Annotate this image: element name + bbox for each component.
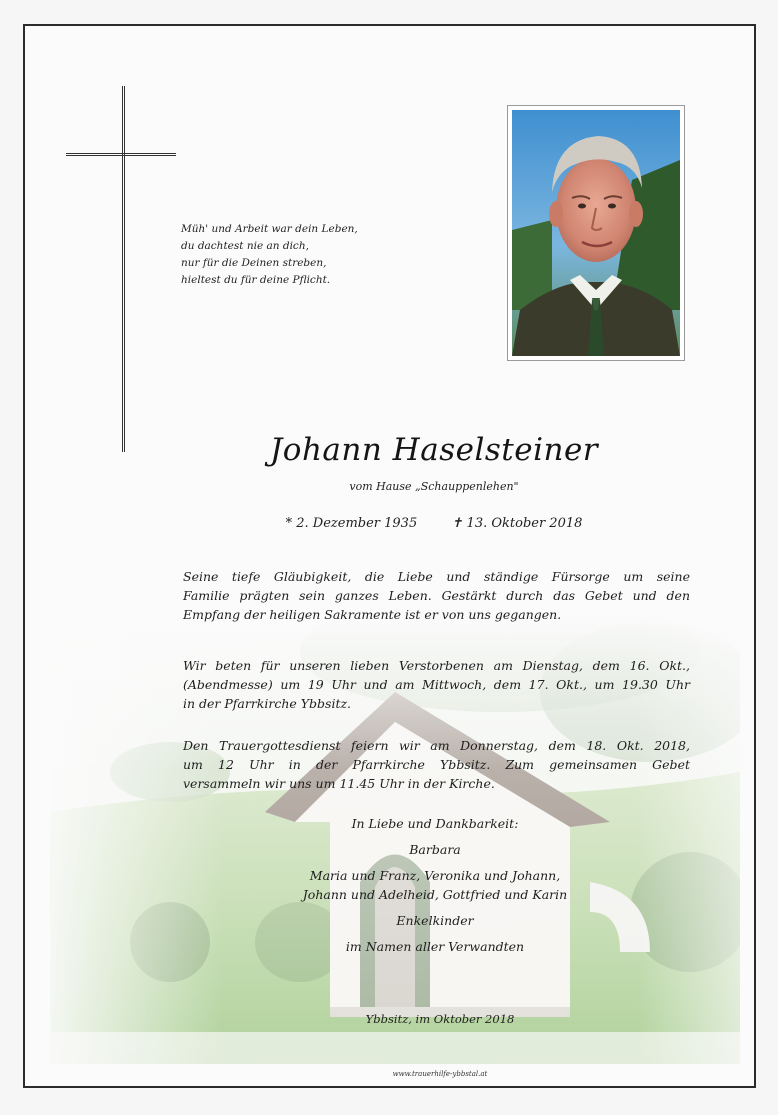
poem [181, 221, 441, 289]
mourner-relatives: im Namen aller Verwandten [345, 939, 525, 954]
poem-line: du dachtest nie an dich, [181, 240, 309, 252]
birth-star-icon: * [285, 516, 293, 531]
paragraph-prayer [183, 656, 690, 713]
paragraph-line: um 12 Uhr in der Pfarrkirche Ybbsitz. Zum gemeinsamen Gebet [183, 757, 690, 772]
mourner-children: Johann und Adelheid, Gottfried und Karin [302, 887, 568, 902]
poem-line: Müh' und Arbeit war dein Leben, [181, 223, 358, 235]
paragraph-line: Empfang der heiligen Sakramente ist er von uns gegangen. [183, 607, 562, 622]
cross-icon-vertical [122, 86, 125, 452]
death-cross-icon: ✝ [451, 516, 463, 531]
house-name: vom Hause „Schauppenlehen" [349, 480, 519, 493]
place-date: Ybbsitz, im Oktober 2018 [365, 1012, 515, 1026]
deceased-name: Johann Haselsteiner [269, 432, 599, 468]
death-date: 13. Oktober 2018 [466, 516, 583, 531]
mourner-children: Maria und Franz, Veronika und Johann, [309, 868, 561, 883]
life-dates [0, 516, 778, 531]
mourners-list [200, 814, 670, 956]
paragraph-line: Familie prägten sein ganzes Leben. Gestärkt durch das Gebet und den [183, 588, 690, 603]
paragraph-line: Seine tiefe Gläubigkeit, die Liebe und ständige Fürsorge um seine [183, 569, 690, 584]
paragraph-faith [183, 567, 690, 624]
portrait-frame [507, 105, 685, 361]
paragraph-line: Den Trauergottesdienst feiern wir am Donnerstag, dem 18. Okt. 2018, [183, 738, 690, 753]
birth-date: 2. Dezember 1935 [296, 516, 418, 531]
mourner-spouse: Barbara [409, 842, 461, 857]
paragraph-line: versammeln wir uns um 11.45 Uhr in der Kirche. [183, 776, 495, 791]
mourner-grandchildren: Enkelkinder [396, 913, 474, 928]
paragraph-line: Wir beten für unseren lieben Verstorbenen am Dienstag, dem 16. Okt., [183, 658, 690, 673]
poem-line: hieltest du für deine Pflicht. [181, 274, 331, 286]
paragraph-line: in der Pfarrkirche Ybbsitz. [183, 696, 352, 711]
mourners-intro: In Liebe und Dankbarkeit: [351, 816, 519, 831]
paragraph-line: (Abendmesse) um 19 Uhr und am Mittwoch, dem 17. Okt., um 19.30 Uhr [183, 677, 690, 692]
portrait-photo [512, 110, 680, 356]
website-link[interactable]: www.trauerhilfe-ybbstal.at [392, 1070, 488, 1078]
cross-icon-horizontal [66, 153, 176, 156]
poem-line: nur für die Deinen streben, [181, 257, 327, 269]
paragraph-funeral [183, 736, 690, 793]
